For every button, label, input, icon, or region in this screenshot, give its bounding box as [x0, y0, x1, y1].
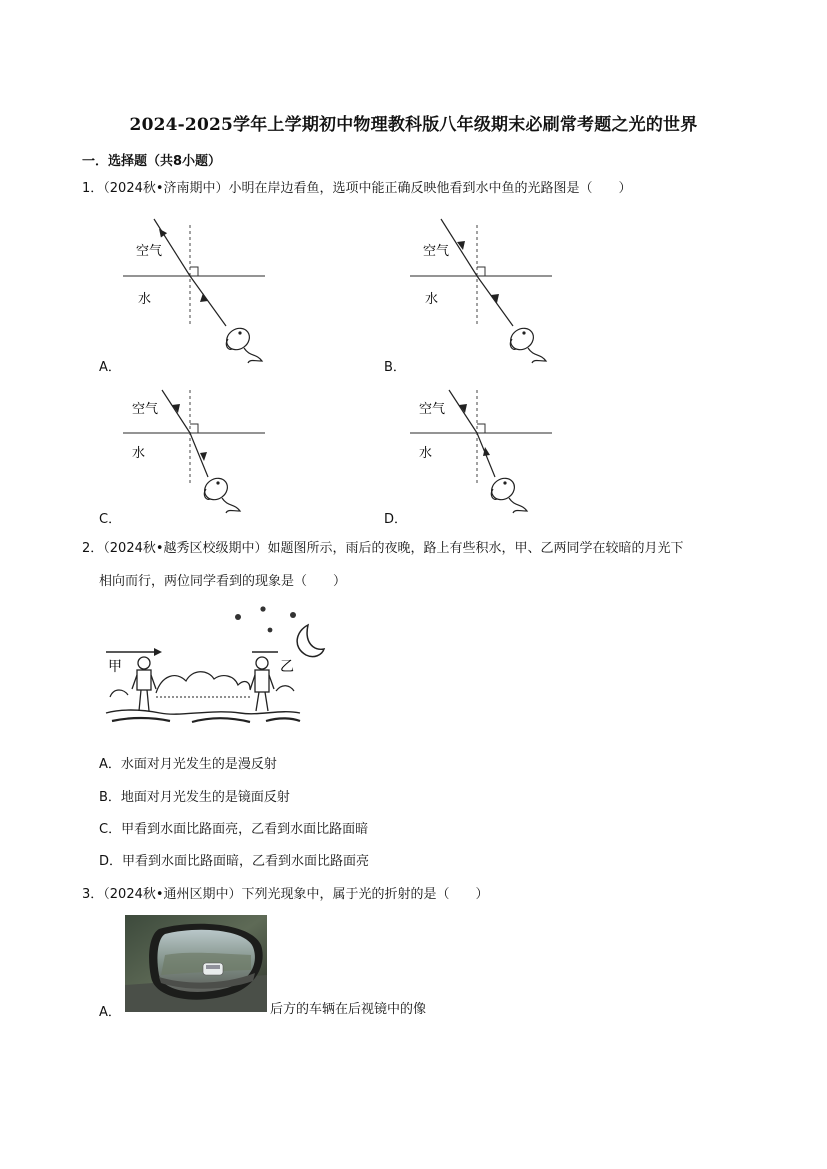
q1-option-b[interactable]: B． — [384, 360, 406, 375]
q1-option-d[interactable]: D． — [384, 512, 408, 527]
rearview-mirror-photo — [125, 915, 267, 1012]
q2-option-c-text: 甲看到水面比路面亮，乙看到水面比路面暗 — [121, 822, 369, 837]
star-icon — [268, 628, 273, 633]
q2-option-d-text: 甲看到水面比路面暗，乙看到水面比路面亮 — [122, 854, 370, 869]
water-puddles — [112, 718, 300, 722]
fish-icon — [506, 324, 546, 363]
right-angle-mark — [477, 424, 485, 433]
page-title: 2024-2025学年上学期初中物理教科版八年级期末必刷常考题之光的世界 — [129, 115, 698, 135]
star-icon — [260, 606, 265, 611]
right-angle-mark — [190, 267, 198, 276]
q2-option-b-text: 地面对月光发生的是镜面反射 — [120, 790, 290, 805]
question-1-text: （2024秋•济南期中）小明在岸边看鱼，选项中能正确反映他看到水中鱼的光路图是（ ） — [103, 181, 632, 196]
ray-in-air — [162, 390, 190, 433]
water-label: 水 — [132, 446, 146, 461]
q2-option-c[interactable] — [99, 821, 368, 839]
question-1 — [82, 180, 632, 198]
question-2-text-line1: （2024秋•越秀区校级期中）如题图所示，雨后的夜晚，路上有些积水，甲、乙两同学在较暗的月光下 — [103, 541, 684, 556]
question-3-text: （2024秋•通州区期中）下列光现象中，属于光的折射的是（ ） — [103, 887, 489, 902]
q2-option-d[interactable] — [99, 853, 369, 871]
arrow-icon — [483, 447, 490, 456]
question-3 — [82, 886, 489, 904]
q2-option-d-label: D． — [99, 854, 123, 869]
arrow-icon — [200, 293, 208, 302]
q3-option-a-label[interactable]: A． — [99, 1005, 121, 1020]
person-jia-icon — [132, 657, 156, 711]
ray-in-water — [477, 276, 513, 326]
right-angle-mark — [190, 424, 198, 433]
rearview-mirror-image — [125, 915, 267, 1012]
question-2 — [82, 540, 684, 558]
question-2-text-line2: 相向而行，两位同学看到的现象是（ ） — [99, 574, 347, 589]
q2-option-a-label: A． — [99, 757, 121, 772]
water-label: 水 — [138, 292, 152, 307]
air-label: 空气 — [419, 402, 446, 417]
air-label: 空气 — [136, 244, 163, 259]
q2-option-b[interactable] — [99, 789, 290, 807]
star-icon — [290, 612, 296, 618]
diagram-d — [405, 385, 565, 525]
q1-option-c[interactable]: C． — [99, 512, 122, 527]
ground-line — [106, 710, 300, 714]
arrow-icon — [154, 648, 162, 656]
q1-option-a[interactable]: A． — [99, 360, 121, 375]
water-label: 水 — [419, 446, 433, 461]
question-2-number: 2． — [82, 541, 104, 556]
q2-option-a-text: 水面对月光发生的是漫反射 — [120, 757, 277, 772]
q2-option-a[interactable] — [99, 756, 277, 774]
fish-icon — [487, 474, 527, 513]
label-jia: 甲 — [108, 659, 122, 675]
air-label: 空气 — [423, 244, 450, 259]
night-scene-illustration — [100, 605, 330, 730]
q2-option-c-label: C． — [99, 822, 122, 837]
star-icon — [235, 614, 241, 620]
q2-option-b-label: B． — [99, 790, 121, 805]
question-1-number: 1． — [82, 181, 104, 196]
air-label: 空气 — [132, 402, 159, 417]
diagram-a — [118, 215, 278, 365]
person-yi-icon — [250, 657, 274, 711]
q3-option-a-text: 后方的车辆在后视镜中的像 — [270, 1002, 427, 1017]
question-3-number: 3． — [82, 887, 104, 902]
label-yi: 乙 — [280, 659, 294, 675]
diagram-b — [405, 215, 565, 365]
section-heading: 一．选择题（共8小题） — [82, 154, 222, 169]
diagram-c — [118, 385, 278, 525]
moon-icon — [297, 625, 324, 657]
ray-in-air — [449, 390, 477, 433]
water-label: 水 — [425, 292, 439, 307]
fish-icon — [222, 324, 262, 363]
fish-icon — [200, 474, 240, 513]
right-angle-mark — [477, 267, 485, 276]
